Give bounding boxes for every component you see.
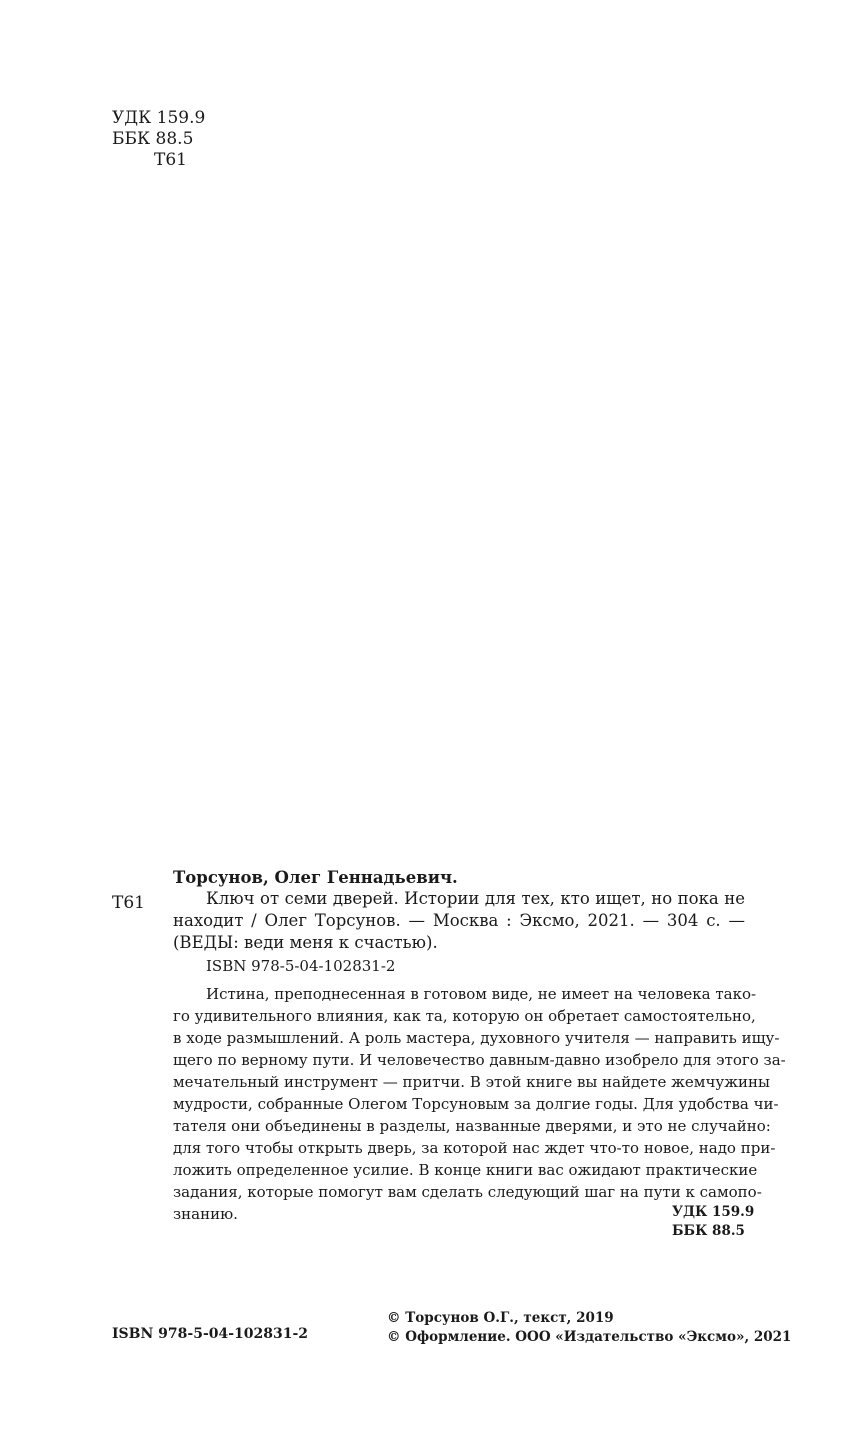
catalog-author: Торсунов, Олег Геннадьевич.	[173, 868, 458, 887]
annotation-line: знанию.	[173, 1205, 238, 1223]
copyright-block	[387, 1309, 791, 1347]
udk-code: УДК 159.9	[112, 108, 206, 128]
description-line: находит / Олег Торсунов. — Москва : Эксмо, 2021. — 304 с. —	[173, 911, 745, 930]
author-sign: Т61	[154, 150, 187, 170]
top-classification	[112, 108, 205, 171]
bbk-code: ББК 88.5	[112, 129, 194, 149]
copyright-text: © Торсунов О.Г., текст, 2019	[387, 1310, 614, 1326]
annotation	[173, 983, 786, 1225]
footer-isbn: ISBN 978-5-04-102831-2	[112, 1326, 309, 1342]
annotation-line: ложить определенное усилие. В конце книги вас ожидают практические	[173, 1161, 758, 1179]
annotation-line: задания, которые помогут вам сделать следующий шаг на пути к самопо-	[173, 1183, 762, 1201]
annotation-line: тателя они объединены в разделы, названные дверями, и это не случайно:	[173, 1117, 771, 1135]
bottom-classification	[672, 1203, 754, 1241]
annotation-line: щего по верному пути. И человечество давным-давно изобрело для этого за-	[173, 1051, 786, 1069]
annotation-line: мечательный инструмент — притчи. В этой книге вы найдете жемчужины	[173, 1073, 770, 1091]
catalog-isbn: ISBN 978-5-04-102831-2	[206, 957, 396, 975]
annotation-line: мудрости, собранные Олегом Торсуновым за долгие годы. Для удобства чи-	[173, 1095, 779, 1113]
bbk-code: ББК 88.5	[672, 1223, 745, 1239]
annotation-line: для того чтобы открыть дверь, за которой нас ждет что-то новое, надо при-	[173, 1139, 776, 1157]
catalog-description	[173, 888, 745, 954]
catalog-author-sign: Т61	[112, 893, 145, 913]
copyright-design: © Оформление. ООО «Издательство «Эксмо», 2021	[387, 1329, 792, 1345]
description-line: (ВЕДЫ: веди меня к счастью).	[173, 933, 438, 952]
description-line: Ключ от семи дверей. Истории для тех, кто ищет, но пока не	[206, 889, 745, 908]
annotation-line: го удивительного влияния, как та, которую он обретает самостоятельно,	[173, 1007, 756, 1025]
annotation-line: в ходе размышлений. А роль мастера, духовного учителя — направить ищу-	[173, 1029, 780, 1047]
udk-code: УДК 159.9	[672, 1204, 755, 1220]
annotation-line: Истина, преподнесенная в готовом виде, не имеет на человека тако-	[206, 985, 757, 1003]
